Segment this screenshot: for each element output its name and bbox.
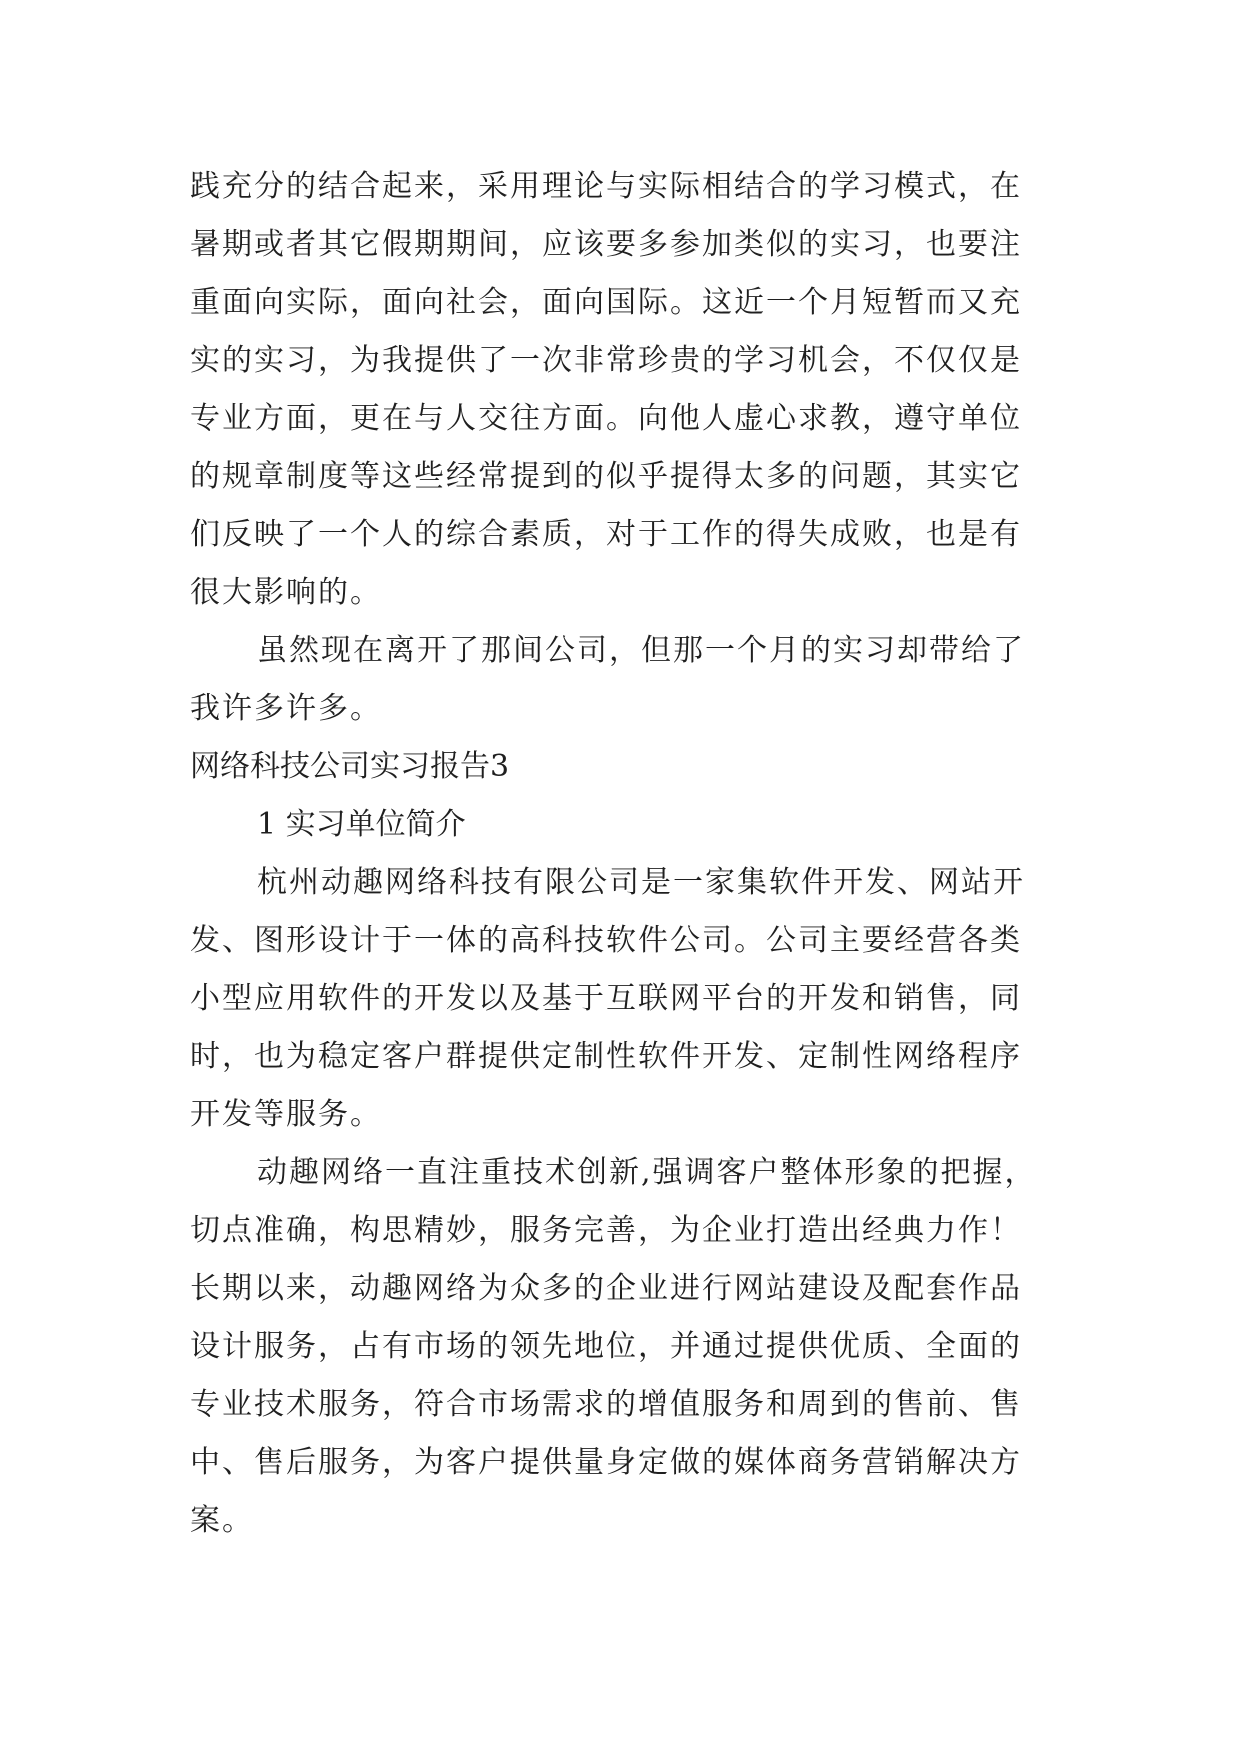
paragraph-line: 实的实习，为我提供了一次非常珍贵的学习机会，不仅仅是: [190, 343, 1022, 378]
paragraph-line: 小型应用软件的开发以及基于互联网平台的开发和销售，同: [190, 981, 1022, 1016]
paragraph-line: 切点准确，构思精妙，服务完善，为企业打造出经典力作！: [190, 1213, 1022, 1248]
paragraph-line: 虽然现在离开了那间公司，但那一个月的实习却带给了: [257, 633, 1025, 668]
paragraph-line: 时，也为稳定客户群提供定制性软件开发、定制性网络程序: [190, 1039, 1022, 1074]
paragraph-line: 长期以来，动趣网络为众多的企业进行网站建设及配套作品: [190, 1271, 1022, 1306]
paragraph-line: 重面向实际，面向社会，面向国际。这近一个月短暂而又充: [190, 285, 1022, 320]
paragraph-line: 践充分的结合起来，采用理论与实际相结合的学习模式，在: [190, 169, 1022, 204]
section-title: 网络科技公司实习报告3: [190, 749, 510, 784]
paragraph-line: 案。: [190, 1503, 254, 1538]
paragraph-line: 动趣网络一直注重技术创新,强调客户整体形象的把握，: [257, 1155, 1037, 1190]
paragraph-line: 的规章制度等这些经常提到的似乎提得太多的问题，其实它: [190, 459, 1022, 494]
paragraph-line: 专业技术服务，符合市场需求的增值服务和周到的售前、售: [190, 1387, 1022, 1422]
paragraph-line: 发、图形设计于一体的高科技软件公司。公司主要经营各类: [190, 923, 1022, 958]
paragraph-line: 我许多许多。: [190, 691, 382, 726]
document-body: [190, 158, 1070, 1550]
paragraph-line: 杭州动趣网络科技有限公司是一家集软件开发、网站开: [257, 865, 1025, 900]
paragraph-line: 很大影响的。: [190, 575, 382, 610]
paragraph-line: 们反映了一个人的综合素质，对于工作的得失成败，也是有: [190, 517, 1022, 552]
subsection-title: 1 实习单位简介: [257, 807, 466, 842]
paragraph-line: 专业方面，更在与人交往方面。向他人虚心求教，遵守单位: [190, 401, 1022, 436]
paragraph-line: 暑期或者其它假期期间，应该要多参加类似的实习，也要注: [190, 227, 1022, 262]
paragraph-line: 设计服务，占有市场的领先地位，并通过提供优质、全面的: [190, 1329, 1022, 1364]
paragraph-line: 中、售后服务，为客户提供量身定做的媒体商务营销解决方: [190, 1445, 1022, 1480]
paragraph-line: 开发等服务。: [190, 1097, 382, 1132]
